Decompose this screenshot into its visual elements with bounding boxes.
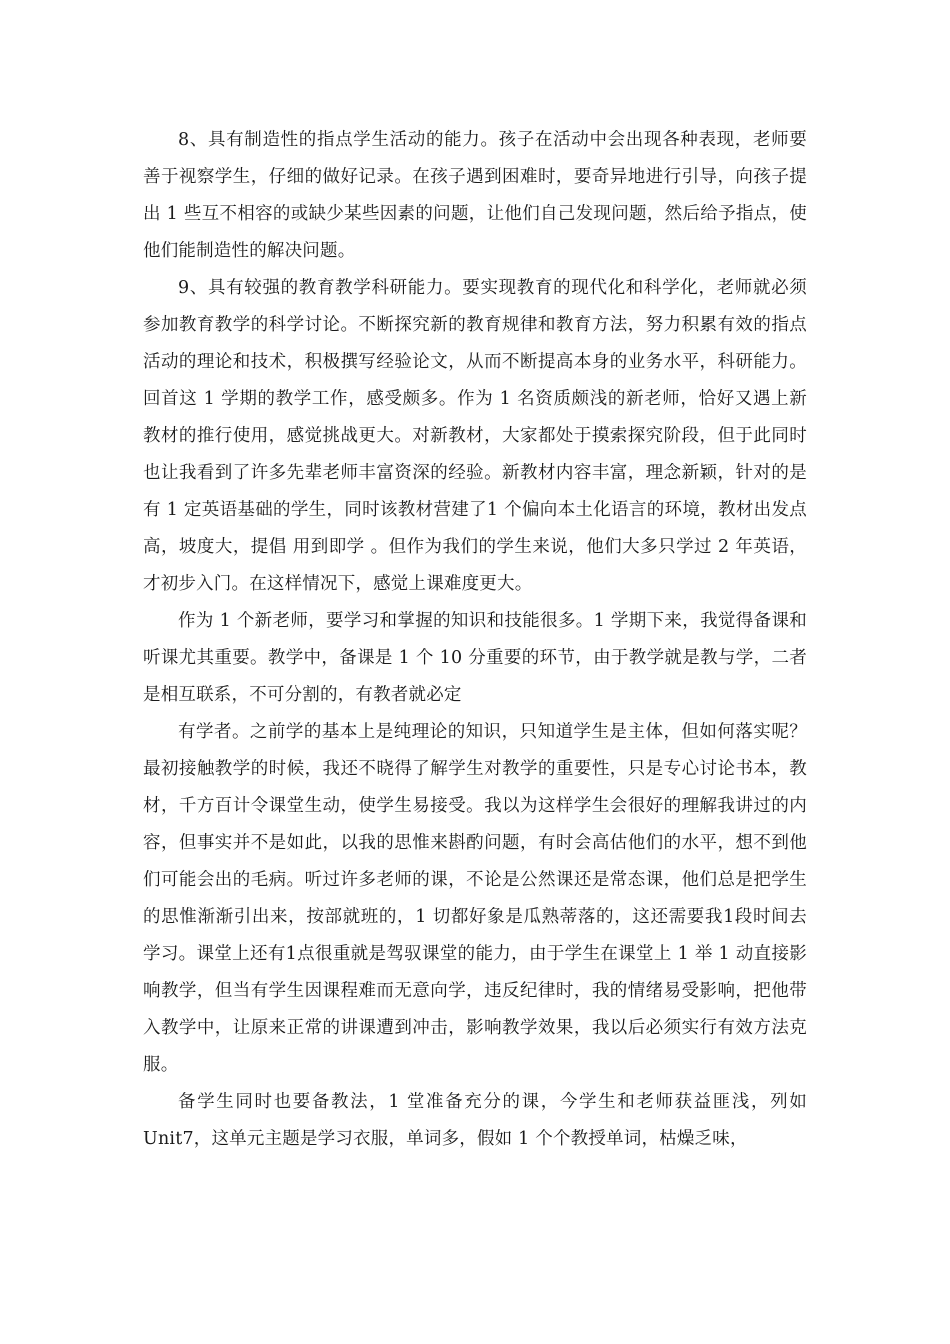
- paragraph-new-teacher: 作为 1 个新老师，要学习和掌握的知识和技能很多。1 学期下来，我觉得备课和听课尤其重要。教学中，备课是 1 个 10 分重要的环节，由于教学就是教与学，二者是相互联系，不可分割的，有教者就必定: [143, 611, 807, 705]
- paragraph-learners: 有学者。之前学的基本上是纯理论的知识，只知道学生是主体，但如何落实呢？最初接触教学的时候，我还不晓得了解学生对教学的重要性，只是专心讨论书本，教材，千方百计令课堂生动，使学生易接受。我以为这样学生会很好的理解我讲过的内容，但事实并不是如此，以我的思惟来斟酌问题，有时会高估他们的水平，想不到他们可能会出的毛病。听过许多老师的课，不论是公然课还是常态课，他们总是把学生的思惟渐渐引出来，按部就班的，1 切都好象是瓜熟蒂落的，这还需要我1段时间去学习。课堂上还有1点很重就是驾驭课堂的能力，由于学生在课堂上 1 举 1 动直接影响教学，但当有学生因课程难而无意向学，违反纪律时，我的情绪易受影响，把他带入教学中，让原来正常的讲课遭到冲击，影响教学效果，我以后必须实行有效方法克服。: [143, 722, 807, 1075]
- paragraph-9: 9、具有较强的教育教学科研能力。要实现教育的现代化和科学化，老师就必须参加教育教学的科学讨论。不断探究新的教育规律和教育方法，努力积累有效的指点活动的理论和技术，积极撰写经验论文，从而不断提高本身的业务水平，科研能力。回首这 1 学期的教学工作，感受颇多。作为 1 名资质颇浅的新老师，恰好又遇上新教材的推行使用，感觉挑战更大。对新教材，大家都处于摸索探究阶段，但于此同时也让我看到了许多先辈老师丰富资深的经验。新教材内容丰富，理念新颖，针对的是有 1 定英语基础的学生，同时该教材营建了1 个偏向本土化语言的环境，教材出发点高，坡度大，提倡 用到即学 。但作为我们的学生来说，他们大多只学过 2 年英语，才初步入门。在这样情况下，感觉上课难度更大。: [143, 278, 807, 594]
- paragraph-teaching-method: 备学生同时也要备教法，1 堂准备充分的课，今学生和老师获益匪浅，列如Unit7，这单元主题是学习衣服，单词多，假如 1 个个教授单词，枯燥乏味，: [143, 1092, 807, 1149]
- paragraph-8: 8、具有制造性的指点学生活动的能力。孩子在活动中会出现各种表现，老师要善于视察学生，仔细的做好记录。在孩子遇到困难时，要奇异地进行引导，向孩子提出 1 些互不相容的或缺少某些因素的问题，让他们自己发现问题，然后给予指点，使他们能制造性的解决问题。: [143, 130, 807, 261]
- document-body: [143, 122, 807, 1158]
